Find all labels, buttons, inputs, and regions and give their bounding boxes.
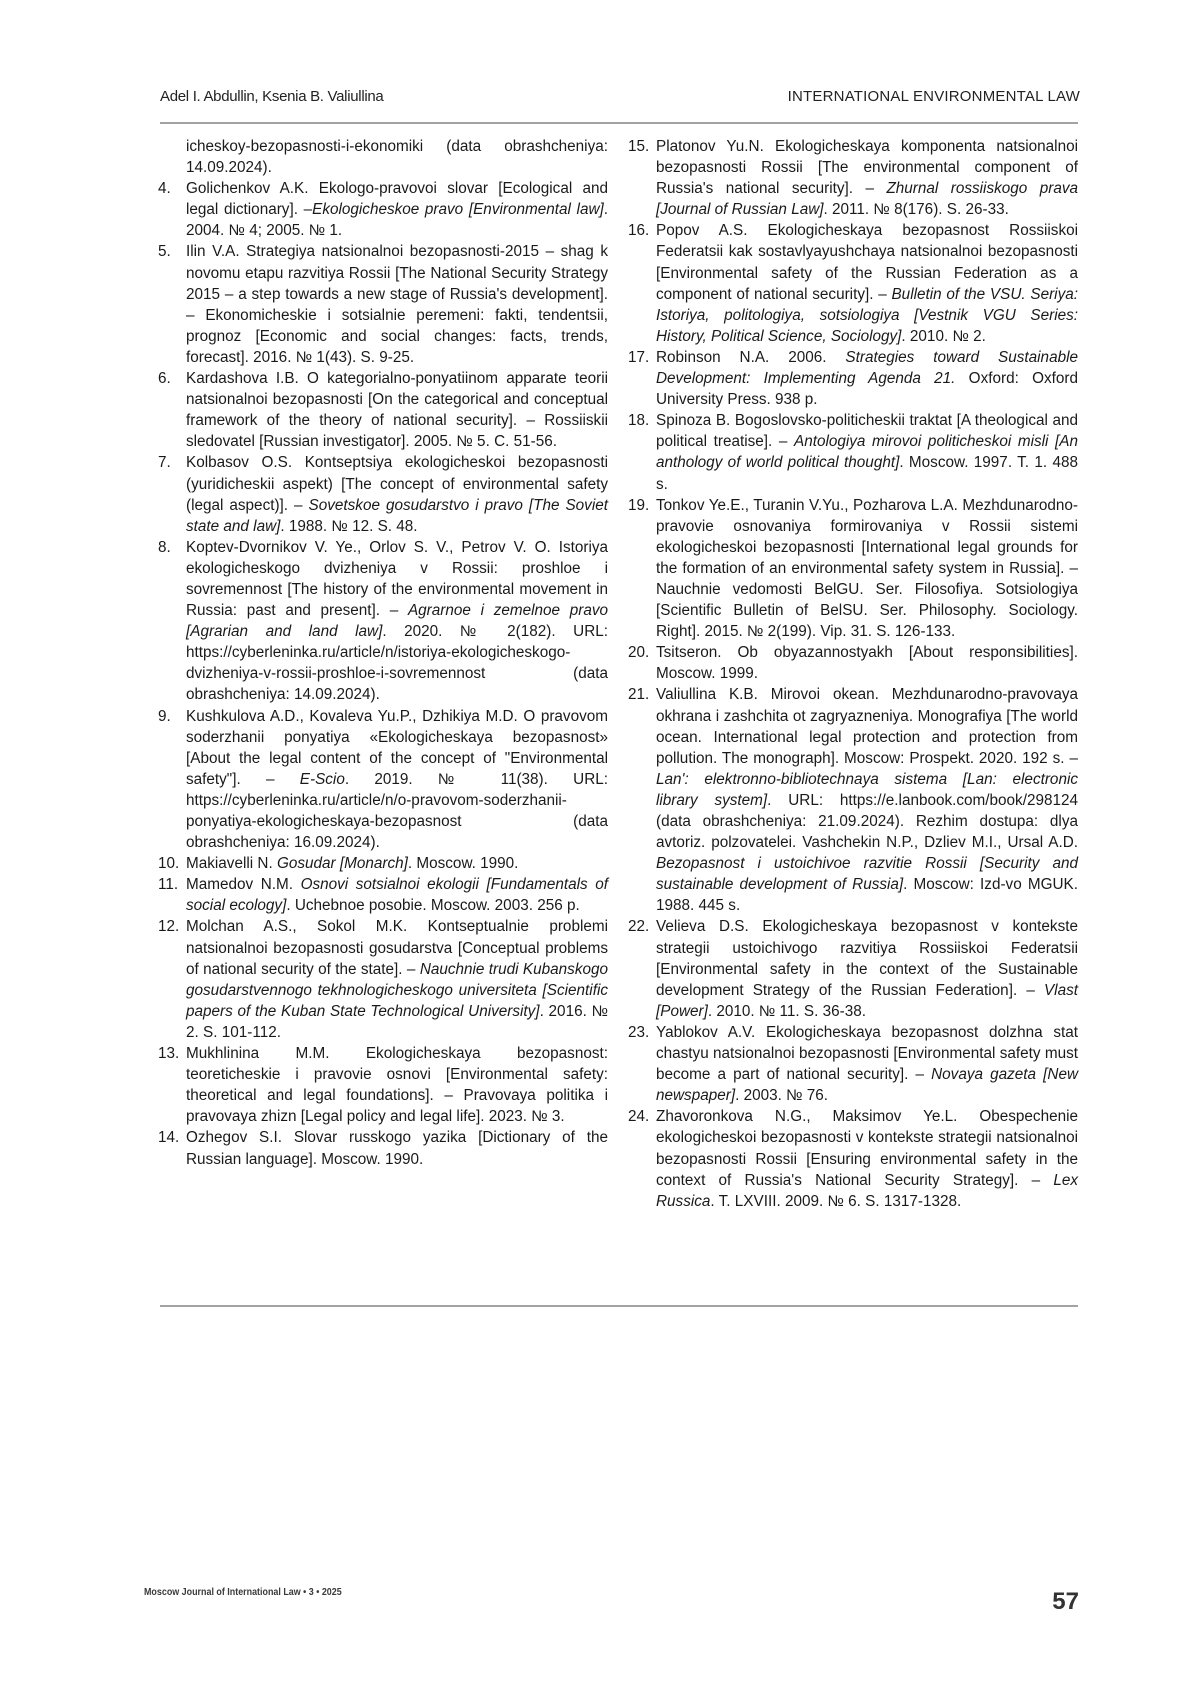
reference-text-part: . 2011. № 8(176). S. 26-33. xyxy=(823,201,1009,219)
reference-text-part: Tonkov Ye.E., Turanin V.Yu., Pozharova L.A. Mezhdunarodno-pravovie osnovaniya formirovaniya v Rossii sistemi ekologicheskoi bezopasnosti [International legal grounds for the formation of an environmental safety system in Russia]. – Nauchnie vedomosti BelGU. Ser. Filosofiya. Sotsiologiya [Scientific Bulletin of BelSU. Ser. Philosophy. Sociology. Right]. 2015. № 2(199). Vip. 31. S. 126-133. xyxy=(656,496,1078,641)
reference-text-part: Valiullina K.B. Mirovoi okean. Mezhdunarodno-pravovaya okhrana i zashchita ot zagryazneniya. Monografiya [The world ocean. International legal protection and protection from pollution. The monograph]. Moscow: Prospekt. 2020. 192 s. – xyxy=(656,686,1078,767)
reference-text-part: Makiavelli N. xyxy=(186,855,277,873)
reference-text-part: . Moscow: Izd-vo MGUK. 1988. 445 s. xyxy=(656,876,1078,915)
reference-text xyxy=(186,178,608,241)
reference-title-italic: Bezopasnost i ustoichivoe razvitie Rossii [Security and sustainable development of Russia] xyxy=(656,855,1078,894)
reference-title-italic: E-Scio xyxy=(299,770,345,788)
reference-number: 24. xyxy=(628,1108,650,1126)
reference-text xyxy=(656,1106,1078,1211)
reference-list-right xyxy=(628,136,1078,1212)
reference-title-italic: Lan': elektronno-bibliotechnaya sistema [Lan: electronic library system] xyxy=(656,770,1078,809)
reference-text xyxy=(186,853,608,874)
reference-text xyxy=(656,495,1078,643)
references-column-left xyxy=(158,136,608,1170)
reference-item xyxy=(628,136,1078,220)
reference-item xyxy=(628,410,1078,494)
header-divider xyxy=(160,122,1078,124)
reference-text xyxy=(656,684,1078,916)
reference-item xyxy=(628,220,1078,347)
reference-text-part: Koptev-Dvornikov V. Ye., Orlov S. V., Petrov V. O. Istoriya ekologicheskogo dvizheniya v Rossii: proshloe i sovremennost [The history of the environmental movement in Russia: past and present]. – xyxy=(186,538,608,620)
reference-text-part: . 2003. № 76. xyxy=(735,1087,829,1105)
reference-text-part: Mukhlinina M.M. Ekologicheskaya bezopasnost: teoreticheskie i pravovie osnovi [Environmental safety: theoretical and legal foundations]. – Pravovaya politika i pravovaya zhizn [Legal policy and legal life]. 2023. № 3. xyxy=(186,1045,608,1126)
reference-text xyxy=(186,1043,608,1127)
reference-item xyxy=(628,495,1078,643)
reference-title-italic: Gosudar [Monarch] xyxy=(276,855,408,873)
reference-text-part: . 2020. № 2(182). URL: https://cyberleninka.ru/article/n/istoriya-ekologicheskogo-dvizheniya-v-rossii-proshloe-i-sovremennost (data obrashcheniya: 14.09.2024). xyxy=(186,623,609,704)
reference-text xyxy=(186,1127,608,1169)
reference-text-part: Robinson N.A. 2006. xyxy=(656,348,846,366)
reference-number: 15. xyxy=(628,138,650,155)
reference-item xyxy=(628,1022,1078,1106)
reference-text xyxy=(656,220,1078,347)
reference-item xyxy=(158,1043,608,1127)
reference-list-left xyxy=(158,178,608,1169)
reference-number: 19. xyxy=(628,496,650,514)
reference-text xyxy=(656,136,1078,220)
reference-text-part: . T. LXVIII. 2009. № 6. S. 1317-1328. xyxy=(710,1192,962,1210)
reference-text-part: . Uchebnoe posobie. Moscow. 2003. 256 p. xyxy=(286,897,580,915)
reference-continuation: icheskoy-bezopasnosti-i-ekonomiki (data obrashcheniya: 14.09.2024). xyxy=(186,138,608,177)
reference-item xyxy=(158,1127,608,1169)
reference-text xyxy=(186,537,608,706)
reference-text-part: Popov A.S. Ekologicheskaya bezopasnost Rossiiskoi Federatsii kak sostavlyayushchaya natsionalnoi bezopasnosti [Environmental safety of the Russian Federation as a component of national security]. – xyxy=(656,222,1078,303)
reference-number: 14. xyxy=(158,1129,180,1147)
reference-title-italic: Bulletin of the VSU. Seriya: Istoriya, politologiya, sotsiologiya [Vestnik VGU Series: History, Political Science, Sociology] xyxy=(656,285,1078,345)
reference-title-italic: Novaya gazeta [New newspaper] xyxy=(656,1066,1078,1105)
reference-title-italic: Antologiya mirovoi politicheskoi misli [An anthology of world political thought] xyxy=(656,433,1079,472)
reference-text-part: Ozhegov S.I. Slovar russkogo yazika [Dictionary of the Russian language]. Moscow. 1990. xyxy=(186,1129,608,1168)
reference-item xyxy=(628,642,1078,684)
reference-text-part: Molchan A.S., Sokol M.K. Kontseptualnie problemi natsionalnoi bezopasnosti gosudarstva [Conceptual problems of national security of the state]. – xyxy=(186,918,608,978)
reference-item xyxy=(628,684,1078,916)
reference-number: 21. xyxy=(628,686,650,704)
reference-title-italic: Ekologicheskoe pravo [Environmental law] xyxy=(312,201,604,219)
footer-divider xyxy=(160,1305,1078,1307)
reference-text-part: . 2010. № 2. xyxy=(901,327,986,345)
reference-text xyxy=(656,916,1078,1021)
reference-number: 12. xyxy=(158,918,180,936)
header-authors: Adel I. Abdullin, Ksenia B. Valiullina xyxy=(160,88,384,105)
reference-text-part: Zhavoronkova N.G., Maksimov Ye.L. Obespechenie ekologicheskoi bezopasnosti v kontekste strategii natsionalnoi bezopasnosti Rossii [Ensuring environmental safety in the context of Russia's National Security Strategy]. – xyxy=(656,1108,1078,1189)
reference-text-part: . 2016. № 2. S. 101-112. xyxy=(186,1002,608,1041)
reference-text-part: Kardashova I.B. O kategorialno-ponyatiinom apparate teorii natsionalnoi bezopasnosti [On the categorical and conceptual framework of the theory of national security]. – Rossiiskii sledovatel [Russian investigator]. 2005. № 5. C. 51-56. xyxy=(186,370,608,451)
reference-title-italic: Lex Russica xyxy=(656,1171,1078,1210)
reference-number: 17. xyxy=(628,348,650,366)
reference-text-part: . 2019. № 11(38). URL: https://cyberleninka.ru/article/n/o-pravovom-soderzhanii-ponyatiya-ekologicheskaya-bezopasnost (data obrashcheniya: 16.09.2024). xyxy=(186,770,609,852)
reference-item xyxy=(158,368,608,452)
references-column-right xyxy=(628,136,1078,1212)
reference-text-part: Kolbasov O.S. Kontseptsiya ekologicheskoi bezopasnosti (yuridicheskii aspekt) [The concept of environmental safety (legal aspect)]. – xyxy=(186,454,608,514)
reference-text-part: . 2004. № 4; 2005. № 1. xyxy=(186,201,608,240)
reference-text-part: Yablokov A.V. Ekologicheskaya bezopasnost dolzhna stat chastyu natsionalnoi bezopasnosti [Environmental safety must become a part of national security]. – xyxy=(656,1023,1078,1084)
reference-text xyxy=(186,874,608,916)
reference-number: 16. xyxy=(628,222,650,240)
reference-number: 20. xyxy=(628,644,650,662)
reference-item xyxy=(158,452,608,536)
reference-number: 22. xyxy=(628,918,650,936)
reference-text-part: . 2010. № 11. S. 36-38. xyxy=(707,1002,867,1020)
reference-text xyxy=(186,241,608,368)
reference-text-part: Velieva D.S. Ekologicheskaya bezopasnost v kontekste strategii ustoichivogo razvitiya Rossiiskoi Federatsii [Environmental safety in the context of the Sustainable development Strategy of the Russian Federation]. – xyxy=(656,918,1078,999)
reference-number: 4. xyxy=(158,180,171,198)
reference-text-part: . Moscow. 1997. T. 1. 488 s. xyxy=(656,454,1078,493)
header-section-title: INTERNATIONAL ENVIRONMENTAL LAW xyxy=(787,88,1080,105)
reference-title-italic: Zhurnal rossiiskogo prava [Journal of Russian Law] xyxy=(656,180,1078,219)
reference-text-part: Mamedov N.M. xyxy=(186,876,301,894)
reference-item xyxy=(158,853,608,874)
reference-text xyxy=(656,1022,1078,1106)
reference-text-part: Oxford: Oxford University Press. 938 p. xyxy=(656,370,1078,409)
page-number: 57 xyxy=(1052,1588,1079,1615)
reference-item xyxy=(158,178,608,241)
reference-title-italic: Osnovi sotsialnoi ekologii [Fundamentals of social ecology] xyxy=(186,876,609,915)
reference-title-italic: Agrarnoe i zemelnoe pravo [Agrarian and land law] xyxy=(186,602,608,641)
reference-title-italic: Nauchnie trudi Kubanskogo gosudarstvennogo tekhnologicheskogo universiteta [Scientific papers of the Kuban State Technological University] xyxy=(186,960,608,1020)
reference-number: 11. xyxy=(158,876,179,894)
footer-journal-name: Moscow Journal of International Law • 3 • 2025 xyxy=(144,1586,342,1598)
reference-title-italic: Vlast [Power] xyxy=(656,981,1078,1020)
reference-item xyxy=(628,916,1078,1021)
reference-text-part: Platonov Yu.N. Ekologicheskaya komponenta natsionalnoi bezopasnosti Rossii [The environmental component of Russia's national security]. – xyxy=(656,138,1078,198)
reference-number: 6. xyxy=(158,370,171,388)
reference-text-part: . URL: https://e.lanbook.com/book/298124 (data obrashcheniya: 21.09.2024). Rezhim dostupa: dlya avtoriz. polzovatelei. Vashchekin N.P., Dzliev M.I., Ursal A.D. xyxy=(656,791,1078,852)
reference-text xyxy=(656,410,1078,494)
reference-text-part: Spinoza B. Bogoslovsko-politicheskii traktat [A theological and political treatise]. – xyxy=(656,412,1078,451)
reference-title-italic: Strategies toward Sustainable Development: Implementing Agenda 21. xyxy=(656,348,1078,388)
reference-text xyxy=(656,347,1078,410)
reference-number: 18. xyxy=(628,412,650,430)
reference-text-part: Tsitseron. Ob obyazannostyakh [About responsibilities]. Moscow. 1999. xyxy=(656,644,1078,683)
reference-item xyxy=(158,916,608,1043)
reference-text xyxy=(186,368,608,452)
reference-text-part: . 1988. № 12. S. 48. xyxy=(280,517,418,535)
reference-title-italic: Sovetskoe gosudarstvo i pravo [The Soviet state and law] xyxy=(186,496,608,535)
reference-text xyxy=(656,642,1078,684)
reference-text xyxy=(186,452,608,536)
reference-number: 9. xyxy=(158,707,171,725)
reference-text-part: Kushkulova A.D., Kovaleva Yu.P., Dzhikiya M.D. O pravovom soderzhanii ponyatiya «Ekologicheskaya bezopasnost» [About the legal content of the concept of "Environmental safety"]. – xyxy=(186,707,608,788)
reference-number: 5. xyxy=(158,243,171,261)
reference-item xyxy=(628,1106,1078,1211)
running-header xyxy=(160,88,1080,110)
reference-text xyxy=(186,916,608,1043)
reference-text xyxy=(186,706,608,854)
reference-number: 7. xyxy=(158,454,171,472)
reference-item xyxy=(158,874,608,916)
reference-item xyxy=(158,706,608,854)
reference-item xyxy=(158,537,608,706)
reference-item xyxy=(158,241,608,368)
reference-number: 13. xyxy=(158,1045,180,1063)
reference-number: 23. xyxy=(628,1023,650,1041)
reference-text-part: Ilin V.A. Strategiya natsionalnoi bezopasnosti-2015 – shag k novomu etapu razvitiya Rossii [The National Security Strategy 2015 – a step towards a new stage of Russia's development]. – Ekonomicheskie i sotsialnie peremeni: fakti, tendentsii, prognoz [Economic and social changes: facts, trends, forecast]. 2016. № 1(43). S. 9-25. xyxy=(186,243,608,366)
reference-number: 10. xyxy=(158,855,180,873)
reference-item xyxy=(628,347,1078,410)
reference-text-part: Golichenkov A.K. Ekologo-pravovoi slovar [Ecological and legal dictionary]. – xyxy=(186,180,608,219)
reference-number: 8. xyxy=(158,538,171,556)
reference-text-part: . Moscow. 1990. xyxy=(407,855,519,873)
